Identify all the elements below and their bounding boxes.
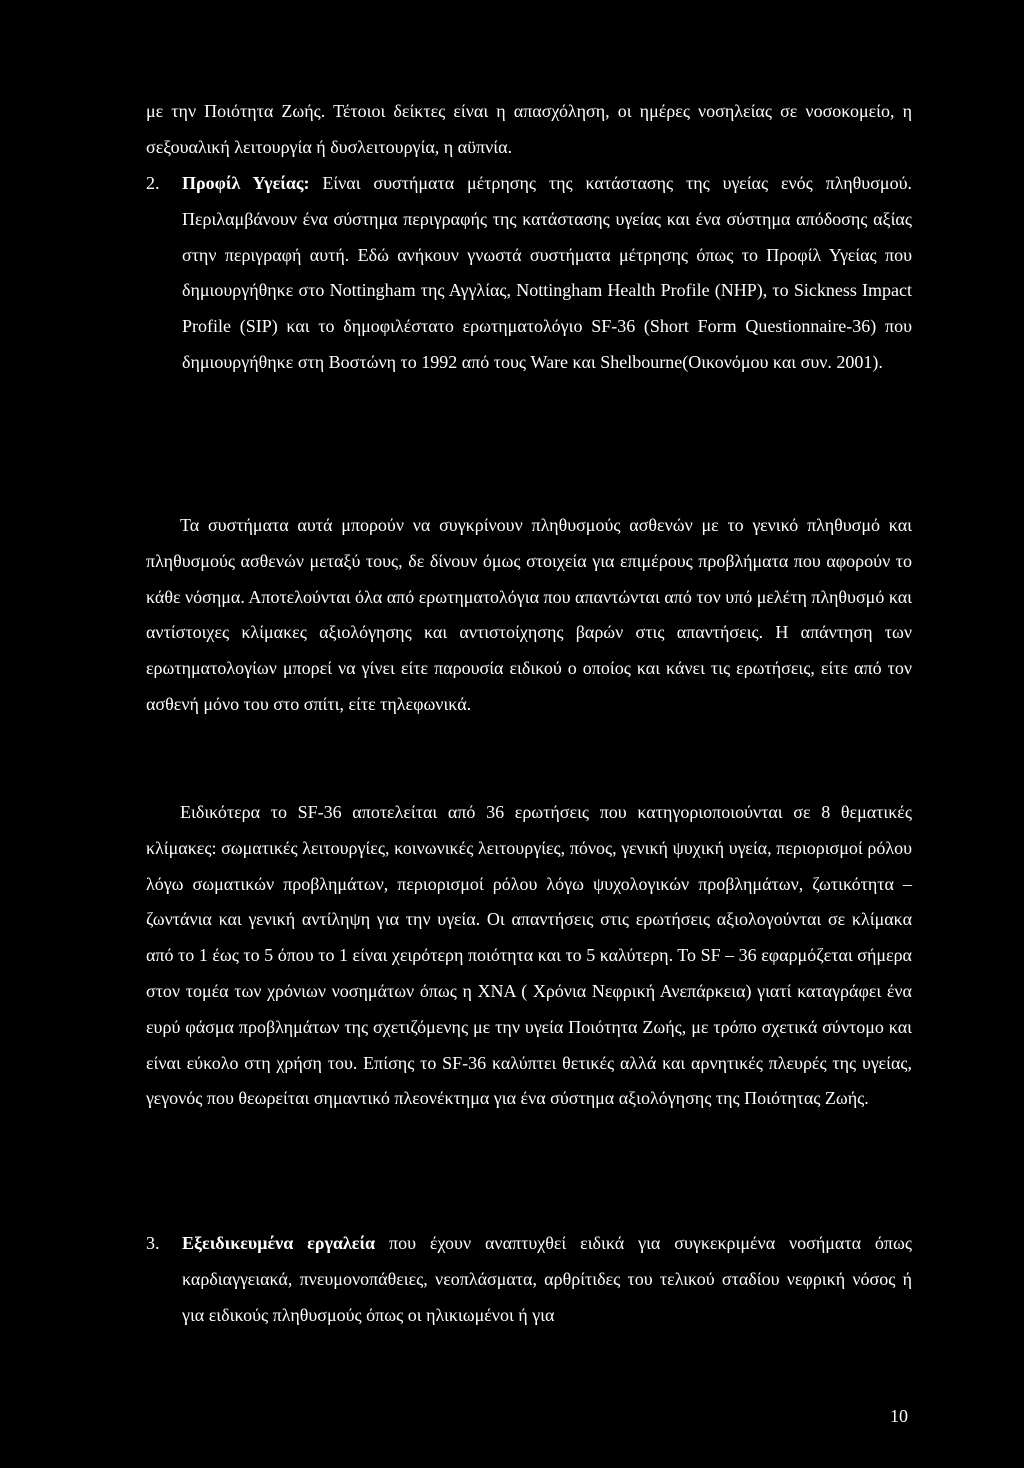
paragraph-systems: Τα συστήματα αυτά μπορούν να συγκρίνουν πληθυσμούς ασθενών με το γενικό πληθυσμό και πληθυσμούς ασθενών μεταξύ τους, δε δίνουν όμως στοιχεία για επιμέρους προβλήματα που αφορούν το κάθε νόσημα. Αποτελούνται όλα από ερωτηματολόγια που απαντώνται από τον υπό μελέτη πληθυσμό και αντίστοιχες κλίμακες αξιολόγησης και αντιστοίχησης βαρών στις απαντήσεις. Η απάντηση των ερωτηματολογίων μπορεί να γίνει είτε παρουσία ειδικού ο οποίος και κάνει τις ερωτήσεις, είτε από τον ασθενή μόνο του στο σπίτι, είτε τηλεφωνικά.	[146, 515, 913, 714]
list-item-body	[182, 1226, 912, 1333]
list-number: 3.	[146, 1233, 160, 1253]
list-item-term: Εξειδικευμένα εργαλεία	[182, 1233, 376, 1253]
page-number: 10	[890, 1406, 908, 1426]
list-number: 2.	[146, 173, 160, 193]
paragraph-continuation: με την Ποιότητα Ζωής. Τέτοιοι δείκτες είναι η απασχόληση, οι ημέρες νοσηλείας σε νοσοκομείο, η σεξουαλική λειτουργία ή δυσλειτουργία, η αϋπνία.	[146, 101, 912, 157]
list-item-body	[182, 166, 912, 381]
list-item-3	[146, 1226, 912, 1333]
paragraph-sf36: Ειδικότερα το SF-36 αποτελείται από 36 ερωτήσεις που κατηγοριοποιούνται σε 8 θεματικές κλίμακες: σωματικές λειτουργίες, κοινωνικές λειτουργίες, πόνος, γενική ψυχική υγεία, περιορισμοί ρόλου λόγω σωματικών προβλημάτων, περιορισμοί ρόλου λόγω ψυχολογικών προβλημάτων, ζωτικότητα – ζωντάνια και γενική αντίληψη για την υγεία. Οι απαντήσεις στις ερωτήσεις αξιολογούνται σε κλίμακα από το 1 έως το 5 όπου το 1 είναι χειρότερη ποιότητα και το 5 καλύτερη. Το SF – 36 εφαρμόζεται σήμερα στον τομέα των χρόνιων νοσημάτων όπως η ΧΝΑ ( Χρόνια Νεφρική Ανεπάρκεια) γιατί καταγράφει ένα ευρύ φάσμα προβλημάτων της σχετιζόμενης με την υγεία Ποιότητα Ζωής, με τρόπο σχετικά σύντομο και είναι εύκολο στη χρήση του. Επίσης το SF-36 καλύπτει θετικές αλλά και αρνητικές πλευρές της υγείας, γεγονός που θεωρείται σημαντικό πλεονέκτημα για ένα σύστημα αξιολόγησης της Ποιότητας Ζωής.	[146, 802, 912, 1109]
list-item-2	[146, 166, 912, 381]
list-item-text: Είναι συστήματα μέτρησης της κατάστασης της υγείας ενός πληθυσμού. Περιλαμβάνουν ένα σύστημα περιγραφής της κατάστασης υγείας και ένα σύστημα απόδοσης αξίας στην περιγραφή αυτή. Εδώ ανήκουν γνωστά συστήματα μέτρησης όπως το Προφίλ Υγείας που δημιουργήθηκε στο Nottingham της Αγγλίας, Nottingham Health Profile (NHP), το Sickness Impact Profile (SIP) και το δημοφιλέστατο ερωτηματολόγιο SF-36 (Short Form Questionnaire-36) που δημιουργήθηκε στη Βοστώνη το 1992 από τους Ware και Shelbourne(Οικονόμου και συν. 2001).	[182, 173, 912, 372]
list-item-term: Προφίλ Υγείας:	[182, 173, 310, 193]
list-item-text: που έχουν αναπτυχθεί ειδικά για συγκεκριμένα νοσήματα όπως καρδιαγγειακά, πνευμονοπάθειες, νεοπλάσματα, αρθρίτιδες του τελικού σταδίου νεφρική νόσος ή για ειδικούς πληθυσμούς όπως οι ηλικιωμένοι ή για	[182, 1233, 912, 1325]
